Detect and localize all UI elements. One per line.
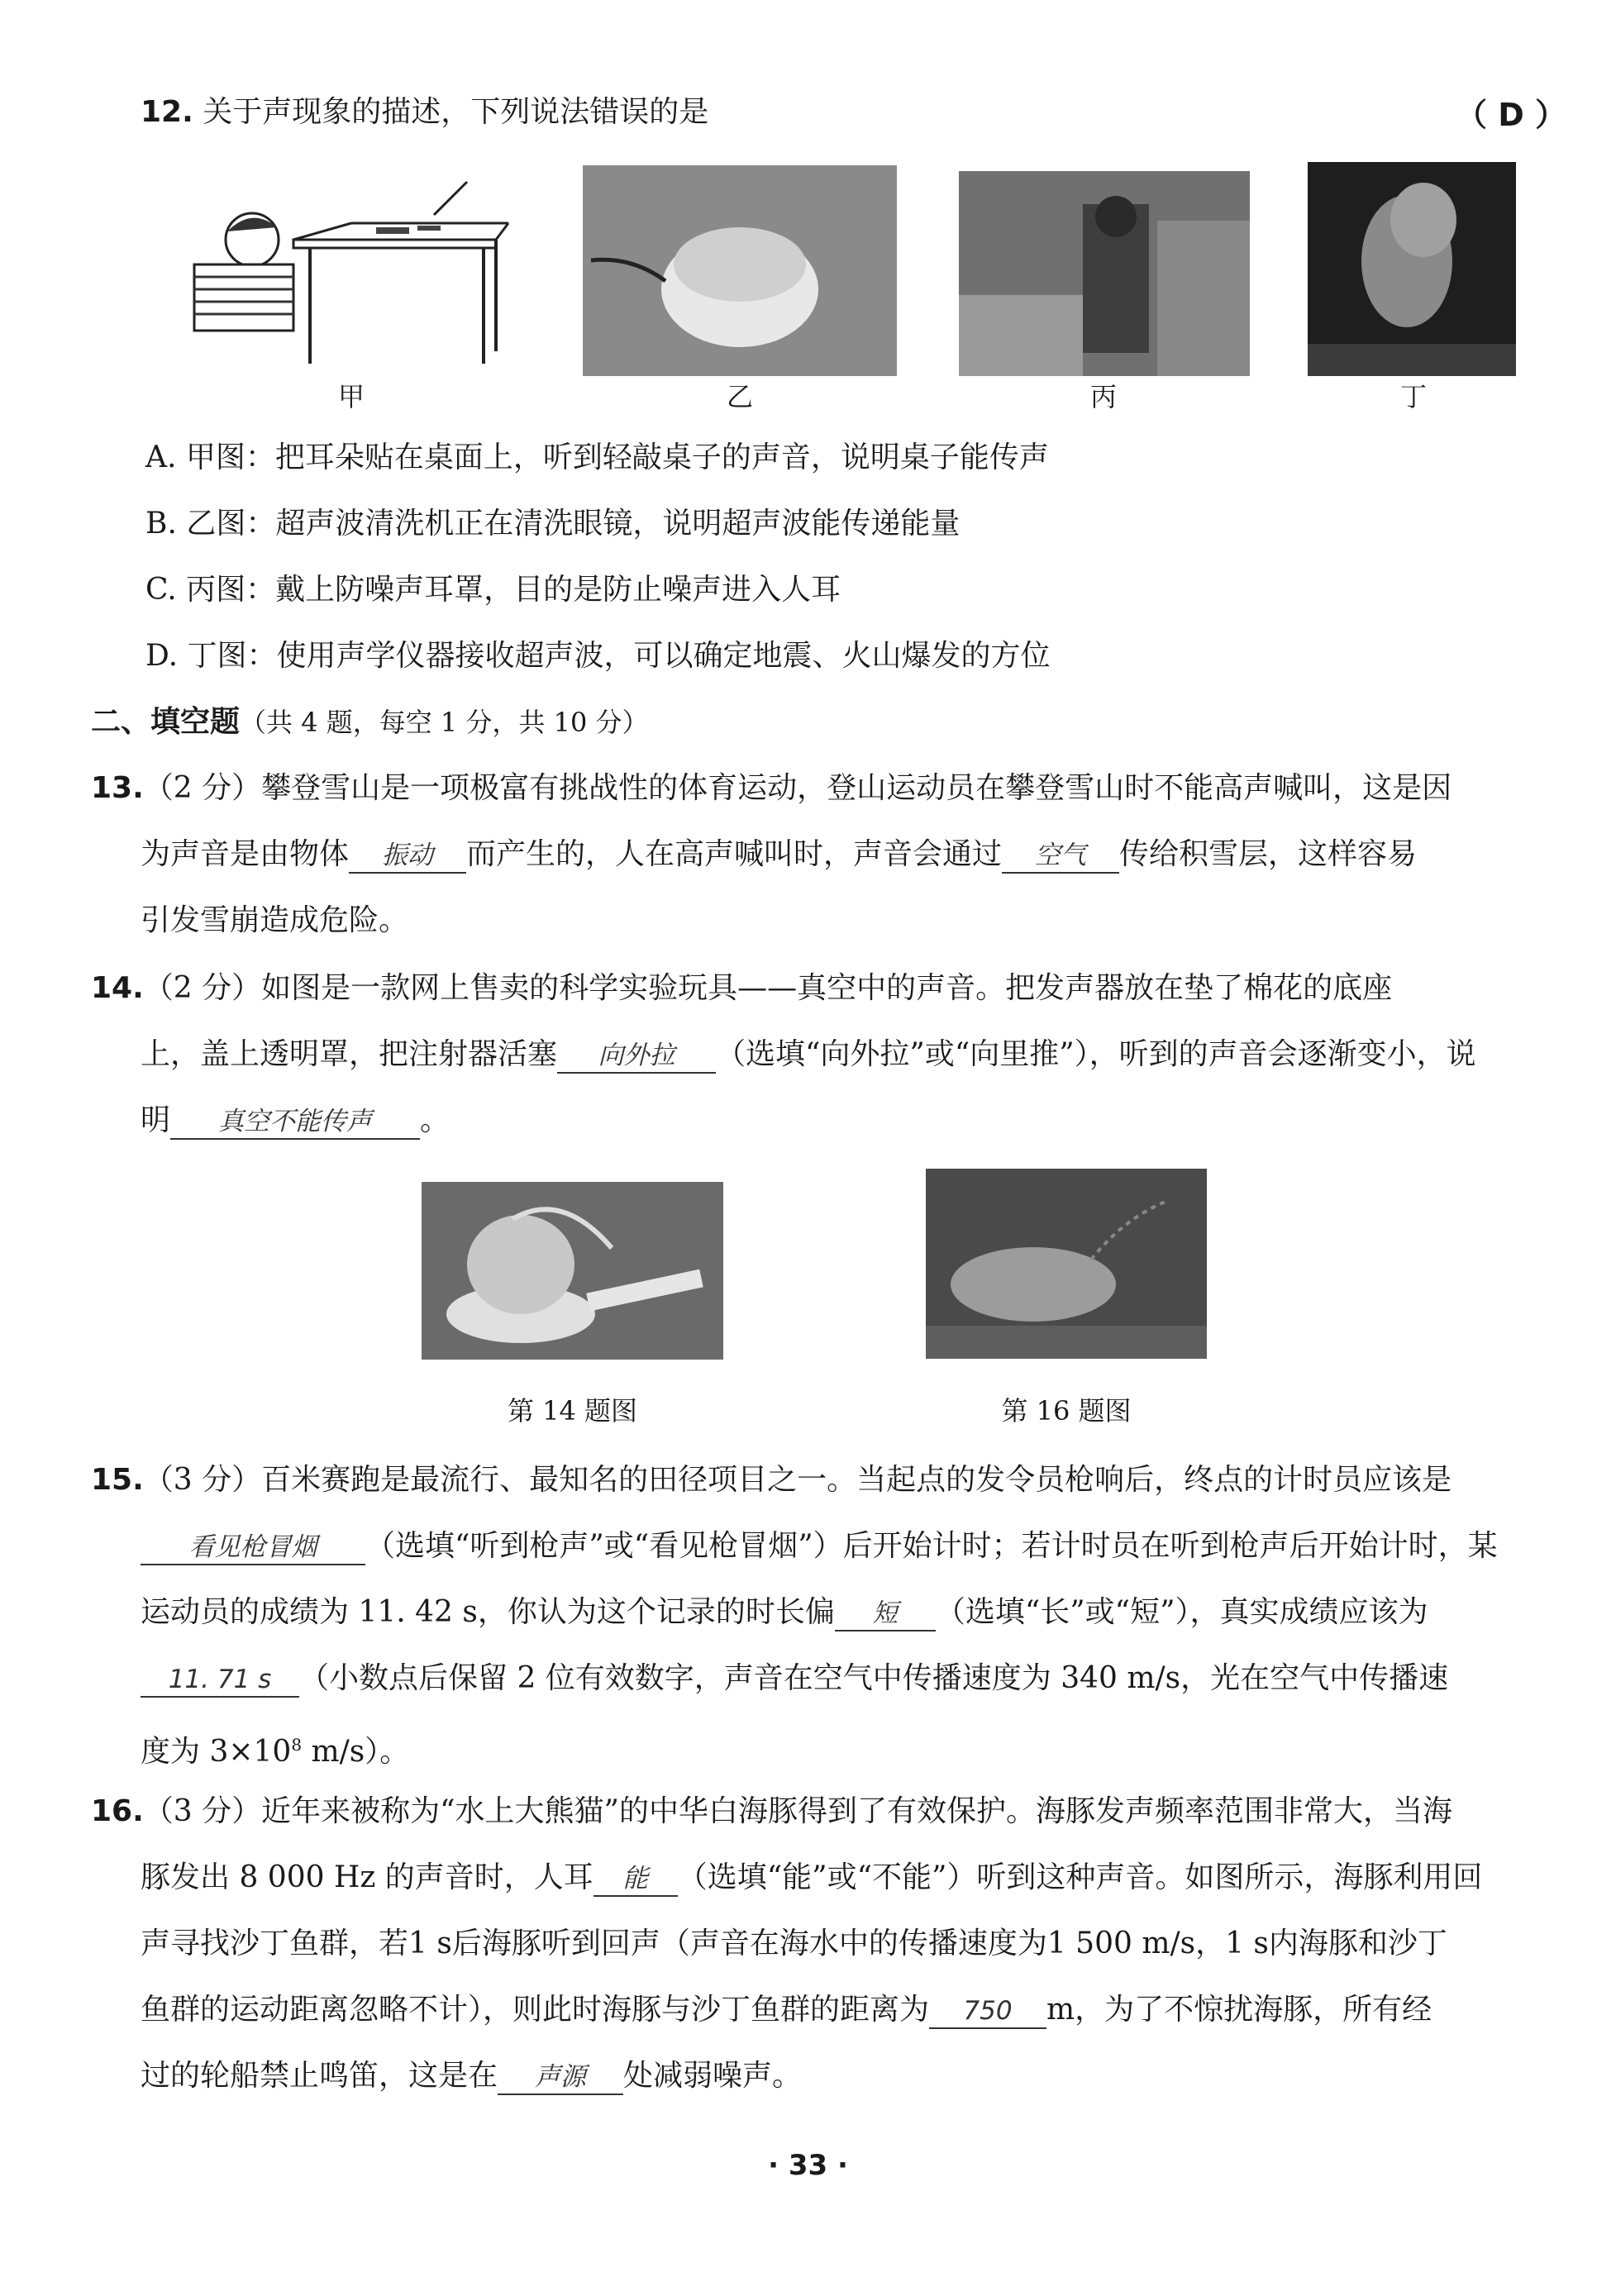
q12-option-c: C. 丙图：戴上防噪声耳罩，目的是防止噪声进入人耳 xyxy=(145,573,841,607)
figure-14-caption: 第 14 题图 xyxy=(507,1395,638,1427)
q14-text-2a: 上，盖上透明罩，把注射器活塞 xyxy=(141,1037,558,1071)
q15-blank-3[interactable]: 11. 71 s xyxy=(141,1663,299,1698)
q14-blank-2[interactable]: 真空不能传声 xyxy=(170,1105,420,1140)
q13-text-2b: 而产生的，人在高声喊叫时，声音会通过 xyxy=(466,837,1003,871)
q14-number: 14. xyxy=(91,971,144,1005)
q16-text-1: （3 分）近年来被称为“水上大熊猫”的中华白海豚得到了有效保护。海豚发声频率范围非常大，当海 xyxy=(143,1794,1452,1828)
q12-option-a: A. 甲图：把耳朵贴在桌面上，听到轻敲桌子的声音，说明桌子能传声 xyxy=(145,441,1049,474)
q14-line-1 xyxy=(91,969,1542,1008)
figure-label-yi: 乙 xyxy=(726,381,753,412)
q15-text-3b: （选填“长”或“短”），真实成绩应该为 xyxy=(935,1595,1428,1629)
q13-blank-1[interactable]: 振动 xyxy=(349,839,466,874)
q14-text-3b: 。 xyxy=(420,1103,450,1137)
q16-text-2b: （选填“能”或“不能”）听到这种声音。如图所示，海豚利用回 xyxy=(677,1860,1483,1894)
q16-number: 16. xyxy=(91,1794,144,1828)
q16-text-4a: 鱼群的运动距离忽略不计），则此时海豚与沙丁鱼群的距离为 xyxy=(141,1993,930,2027)
figure-bing-factory-worker xyxy=(959,171,1250,376)
figure-ding-volcano xyxy=(1308,162,1516,376)
q13-text-2a: 为声音是由物体 xyxy=(141,837,350,871)
page-number: · 33 · xyxy=(768,2149,848,2182)
q12-number: 12. xyxy=(141,95,193,129)
volcano-eruption-photo xyxy=(1308,162,1516,376)
q15-text-2b: （选填“听到枪声”或“看见枪冒烟”）后开始计时；若计时员在听到枪声后开始计时，某 xyxy=(365,1529,1498,1563)
section-2-heading xyxy=(91,703,1542,742)
figure-16-dolphin xyxy=(926,1169,1207,1359)
q16-blank-1[interactable]: 能 xyxy=(593,1862,678,1897)
section-2-note: （共 4 题，每空 1 分，共 10 分） xyxy=(240,707,649,738)
q12-option-b: B. 乙图：超声波清洗机正在清洗眼镜，说明超声波能传递能量 xyxy=(145,507,961,541)
q14-line-3 xyxy=(141,1101,1542,1141)
q14-blank-1[interactable]: 向外拉 xyxy=(557,1039,716,1074)
q14-text-2b: （选填“向外拉”或“向里推”），听到的声音会逐渐变小，说 xyxy=(716,1037,1476,1071)
figure-jia xyxy=(186,165,517,376)
figure-16-caption: 第 16 题图 xyxy=(1001,1395,1132,1427)
figure-label-ding: 丁 xyxy=(1399,381,1427,412)
q16-line-3: 声寻找沙丁鱼群，若1 s后海豚听到回声（声音在海水中的传播速度为1 500 m/s，1 s内海豚和沙丁 xyxy=(141,1927,1447,1960)
q14-text-3a: 明 xyxy=(141,1103,171,1137)
q15-text-4b: （小数点后保留 2 位有效数字，声音在空气中传播速度为 340 m/s，光在空气中传播速 xyxy=(299,1661,1449,1695)
dolphin-sardines-photo xyxy=(926,1169,1207,1359)
q12-stem: 关于声现象的描述，下列说法错误的是 xyxy=(203,95,709,129)
q15-blank-1[interactable]: 看见枪冒烟 xyxy=(141,1531,365,1565)
q13-line-3: 引发雪崩造成危险。 xyxy=(141,903,409,937)
q14-text-1: （2 分）如图是一款网上售卖的科学实验玩具——真空中的声音。把发声器放在垫了棉花的底座 xyxy=(143,971,1393,1005)
q13-line-1 xyxy=(91,769,1542,808)
q13-blank-2[interactable]: 空气 xyxy=(1002,839,1119,874)
q12-stem-line xyxy=(141,93,1542,132)
ultrasonic-cleaner-photo xyxy=(583,165,897,376)
vacuum-bell-syringe-photo xyxy=(422,1182,723,1360)
q15-text-1: （3 分）百米赛跑是最流行、最知名的田径项目之一。当起点的发令员枪响后，终点的计时员应该是 xyxy=(143,1463,1452,1497)
figure-14-vacuum-toy xyxy=(422,1182,723,1360)
q15-number: 15. xyxy=(91,1463,144,1497)
q13-number: 13. xyxy=(91,771,144,805)
q15-line-5 xyxy=(141,1725,1542,1772)
worker-earmuffs-photo xyxy=(959,171,1250,376)
q13-text-1: （2 分）攀登雪山是一项极富有挑战性的体育运动，登山运动员在攀登雪山时不能高声喊叫，这是因 xyxy=(143,771,1452,805)
q15-text-5b: m/s）。 xyxy=(302,1735,410,1769)
q15-text-5a: 度为 3×10 xyxy=(141,1735,292,1769)
q16-line-4 xyxy=(141,1990,1542,2030)
q15-line-2 xyxy=(141,1527,1542,1566)
q16-text-2a: 豚发出 8 000 Hz 的声音时，人耳 xyxy=(141,1860,593,1894)
q16-blank-3[interactable]: 声源 xyxy=(498,2060,623,2095)
q12-answer: （ D ） xyxy=(1455,97,1566,133)
q16-text-5b: 处减弱噪声。 xyxy=(623,2059,803,2093)
figure-yi-ultrasonic-cleaner xyxy=(583,165,897,376)
q15-text-3a: 运动员的成绩为 11. 42 s，你认为这个记录的时长偏 xyxy=(141,1595,835,1629)
q12-option-d: D. 丁图：使用声学仪器接收超声波，可以确定地震、火山爆发的方位 xyxy=(145,639,1051,673)
q16-text-4b: m，为了不惊扰海豚，所有经 xyxy=(1046,1993,1432,2027)
q16-line-1 xyxy=(91,1792,1542,1832)
q13-text-2c: 传给积雪层，这样容易 xyxy=(1119,837,1418,871)
boy-listening-table-illustration xyxy=(186,165,517,376)
section-2-title: 二、填空题 xyxy=(91,705,241,739)
q14-line-2 xyxy=(141,1035,1542,1074)
q15-blank-2[interactable]: 短 xyxy=(835,1597,936,1631)
q15-line-1 xyxy=(91,1460,1542,1500)
q16-text-5a: 过的轮船禁止鸣笛，这是在 xyxy=(141,2059,498,2093)
q16-line-5 xyxy=(141,2056,1542,2096)
q13-line-2 xyxy=(141,835,1542,874)
q15-line-3 xyxy=(141,1593,1542,1632)
figure-label-bing: 丙 xyxy=(1089,381,1117,412)
q16-blank-2[interactable]: 750 xyxy=(929,1994,1046,2029)
q16-line-2 xyxy=(141,1858,1542,1898)
q15-line-4 xyxy=(141,1659,1542,1698)
q15-exponent: 8 xyxy=(291,1735,303,1755)
figure-label-jia: 甲 xyxy=(337,381,365,412)
